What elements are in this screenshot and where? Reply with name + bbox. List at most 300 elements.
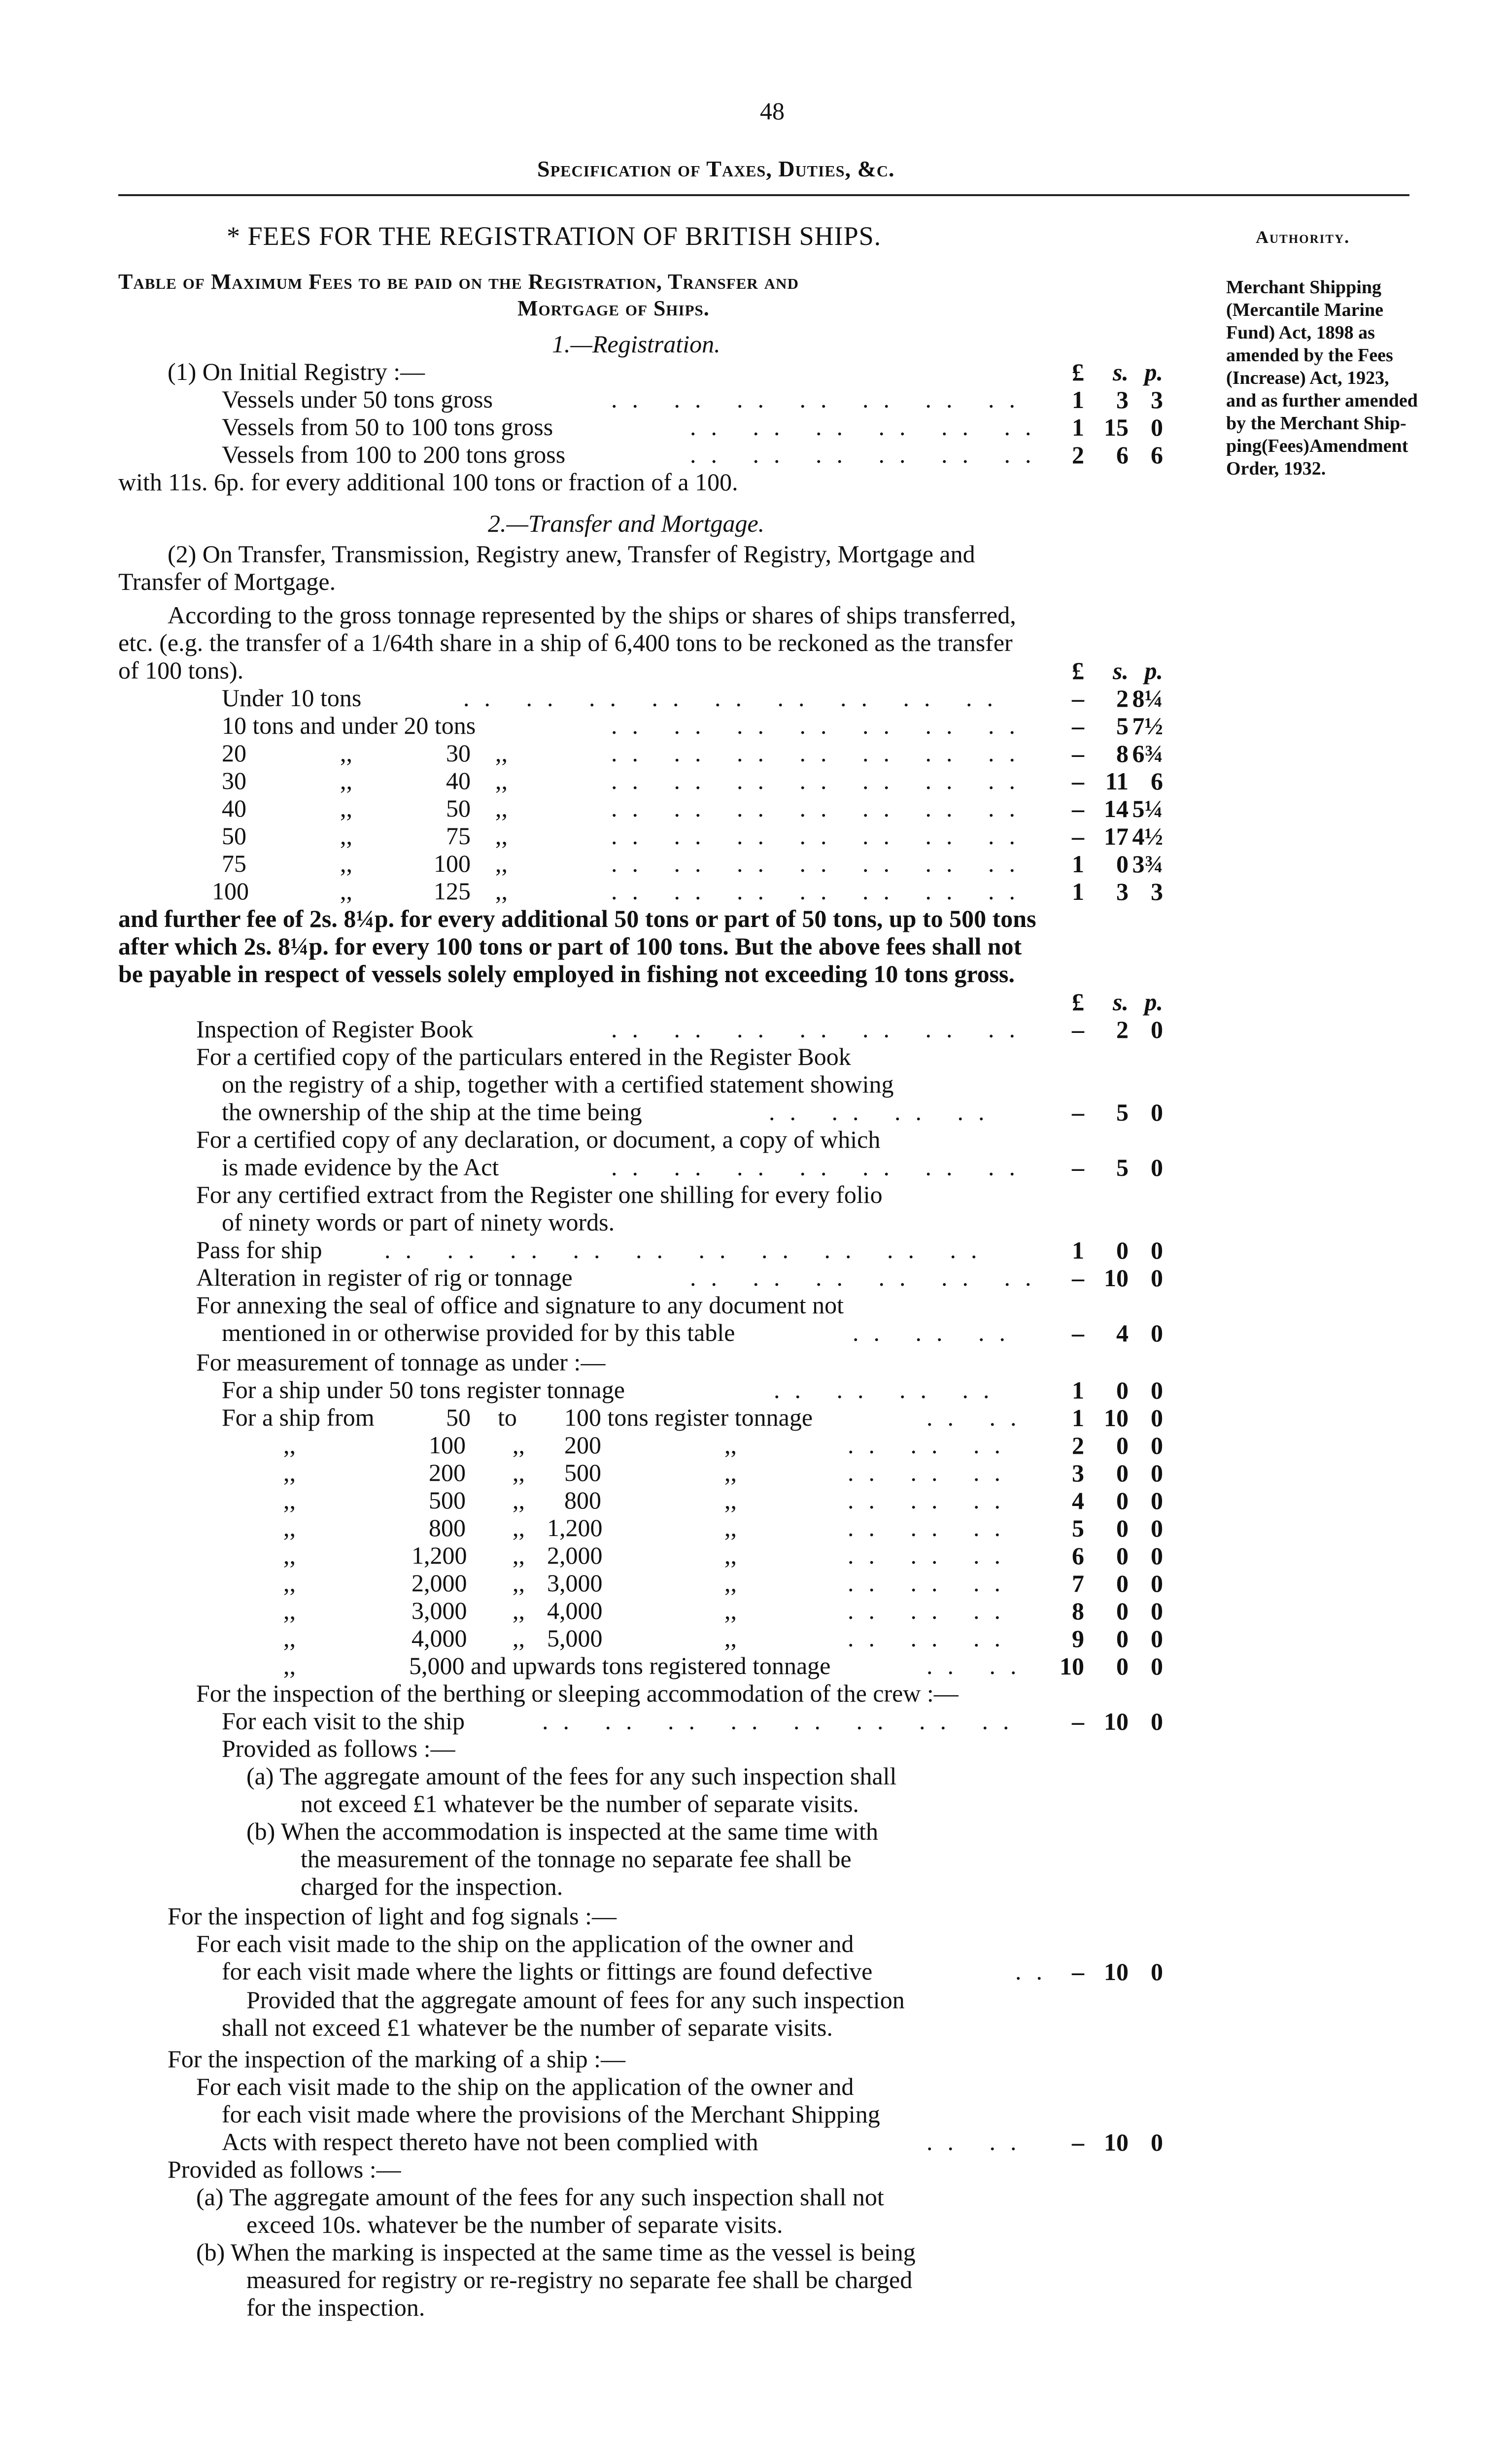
pass-label: Pass for ship [196,1236,322,1264]
ditto-mark: ,, [495,877,508,905]
pence: 0 [1151,1708,1163,1735]
leader-dots: .. .. .. .. .. .. [690,1264,1046,1291]
berthing-proviso-a: not exceed £1 whatever be the number of separate visits. [301,1790,859,1817]
leader-dots: .. .. .. .. [769,1098,999,1126]
fee-amount [1069,413,1163,441]
tonnage-from: 100 [429,1431,466,1459]
pence: 3¾ [1132,850,1163,878]
berthing-visit-label: For each visit to the ship [222,1707,465,1735]
leader-dots: .. .. .. [848,1514,1015,1541]
transfer-intro-cont: Transfer of Mortgage. [118,568,336,595]
pounds: – [1072,740,1084,767]
tonnage-to: 100 [434,850,471,877]
tonnage-from: 2,000 [411,1569,467,1597]
shillings: 0 [1116,1597,1129,1625]
tonnage-to: 100 tons register tonnage [564,1403,813,1431]
fee-row-label: Vessels from 100 to 200 tons gross [222,441,566,468]
inspection-register-label: Inspection of Register Book [196,1015,474,1043]
berthing-proviso-b: the measurement of the tonnage no separate fee shall be [301,1845,852,1873]
pounds: 7 [1072,1570,1084,1597]
pence: 0 [1151,1652,1163,1680]
pounds-head: £ [1072,657,1084,684]
shillings: 2 [1116,1016,1129,1043]
pence: 0 [1151,1597,1163,1625]
tonnage-to: 40 [446,767,471,794]
fee-row-label: Vessels from 50 to 100 tons gross [222,413,553,441]
pence: 0 [1151,1432,1163,1459]
pence: 3 [1151,386,1163,413]
shillings: 15 [1104,413,1129,441]
header-rule [118,194,1409,196]
ditto-mark: ,, [513,1431,525,1459]
leader-dots: .. .. .. .. .. .. [690,413,1046,441]
tonnage-from: 3,000 [411,1597,467,1624]
pounds: – [1072,822,1084,850]
pounds: – [1072,1958,1084,1985]
tonnage-to: 30 [446,739,471,767]
shillings: 0 [1116,1625,1129,1652]
pence: 0 [1151,1376,1163,1404]
further-fee: after which 2s. 8¼p. for every 100 tons or part of 100 tons. But the above fees shall not [118,932,1022,960]
measurement-under50: For a ship under 50 tons register tonnage [222,1376,625,1403]
berthing-provided: Provided as follows :— [222,1735,455,1762]
pounds: – [1072,1319,1084,1347]
seal-line: For annexing the seal of office and signature to any document not [196,1291,844,1319]
fee-amount [1069,1597,1163,1624]
tonnage-to: 2,000 [547,1541,603,1569]
shillings: 0 [1116,1236,1129,1264]
fee-amount [1069,1264,1163,1291]
leader-dots: .. .. .. [848,1431,1015,1459]
fee-amount [1069,712,1163,739]
fee-amount [1069,1403,1163,1431]
leader-dots: .. .. .. .. .. .. .. [611,822,1030,850]
ditto-mark: ,, [724,1624,737,1652]
shillings: 0 [1116,1432,1129,1459]
marking-line: Acts with respect thereto have not been complied with [222,2128,758,2156]
pounds: – [1072,1154,1084,1181]
tonnage-from: 40 [222,794,246,822]
fee-amount [1069,684,1163,712]
pence: 0 [1151,1264,1163,1292]
pence: 0 [1151,1154,1163,1181]
pence: 0 [1151,1514,1163,1542]
ditto-mark: ,, [283,1624,296,1652]
light-fog-proviso: Provided that the aggregate amount of fees for any such inspection [246,1986,905,2014]
tonnage-to: 50 [446,794,471,822]
pence: 0 [1151,1542,1163,1570]
ditto-mark: ,, [513,1624,525,1652]
fee-amount [1069,1514,1163,1541]
leader-dots: .. .. .. .. .. .. .. .. .. [463,684,1008,712]
pounds: – [1072,1264,1084,1292]
pounds: 10 [1060,1652,1084,1680]
pounds: 8 [1072,1597,1084,1625]
ditto-mark: ,, [340,767,352,794]
fee-amount [1069,1098,1163,1126]
certified-copy-line: on the registry of a ship, together with a certified statement showing [222,1070,894,1098]
authority-line: amended by the Fees [1226,345,1393,366]
leader-dots: .. .. .. .. [774,1376,1004,1403]
ditto-mark: ,, [495,767,508,794]
berthing-proviso-b: charged for the inspection. [301,1873,563,1900]
pounds: 1 [1072,1404,1084,1432]
tonnage-from: 50 [446,1403,471,1431]
tonnage-to: 500 [564,1459,601,1486]
tonnage-from: 4,000 [411,1624,467,1652]
tonnage-from: 100 [212,877,249,905]
pence: 0 [1151,1625,1163,1652]
ditto-mark: ,, [340,739,352,767]
tonnage-from: 75 [222,850,246,877]
tonnage-from: 200 [429,1459,466,1486]
tonnage-from: 800 [429,1514,466,1541]
leader-dots: .. .. .. .. .. .. .. [611,767,1030,794]
pence-head: p. [1144,358,1163,386]
lsd-header [1069,358,1163,385]
ditto-mark: ,, [283,1597,296,1624]
pounds: – [1072,767,1084,795]
ditto-mark: ,, [283,1514,296,1541]
pounds: 5 [1072,1514,1084,1542]
pence: 4½ [1132,822,1163,850]
fee-amount [1069,739,1163,767]
pence: 0 [1151,413,1163,441]
seal-line: mentioned in or otherwise provided for by this table [222,1319,735,1346]
fee-amount [1069,441,1163,468]
leader-dots: .. .. .. .. .. .. [690,441,1046,468]
leader-dots: .. .. .. [848,1569,1015,1597]
table-title: Table of Maximum Fees to be paid on the Registration, Transfer and [118,270,799,294]
shillings: 3 [1116,386,1129,413]
shillings: 11 [1105,767,1129,795]
tonnage-to: 125 [434,877,471,905]
leader-dots: .. .. .. .. .. .. .. [611,877,1030,905]
ditto-mark: ,, [513,1569,525,1597]
authority-line: (Mercantile Marine [1226,300,1383,320]
shillings: 0 [1116,1542,1129,1570]
further-fee: and further fee of 2s. 8¼p. for every additional 50 tons or part of 50 tons, up to 500 tons [118,905,1036,932]
berthing-heading: For the inspection of the berthing or sleeping accommodation of the crew :— [196,1679,959,1707]
pence: 0 [1151,1016,1163,1043]
measurement-from-label: For a ship from [222,1403,375,1431]
shillings: 6 [1116,441,1129,469]
authority-line: (Increase) Act, 1923, [1226,368,1389,388]
fee-amount [1069,794,1163,822]
fee-amount [1069,385,1163,413]
pounds: 1 [1072,850,1084,878]
pence: 0 [1151,1404,1163,1432]
pounds: 2 [1072,441,1084,469]
initial-registry-intro: (1) On Initial Registry :— [168,358,425,385]
shillings: 0 [1116,1487,1129,1514]
running-header: Specification of Taxes, Duties, &c. [537,156,895,181]
registration-heading: 1.—Registration. [552,330,720,358]
leader-dots: .. [1015,1957,1057,1985]
fee-amount [1069,1541,1163,1569]
shillings: 8 [1116,740,1129,767]
fee-amount [1069,1459,1163,1486]
pounds: 3 [1072,1459,1084,1487]
tonnage-to: 1,200 [547,1514,603,1541]
page-number: 48 [760,97,785,125]
leader-dots: .. .. .. .. .. .. .. [611,385,1030,413]
ditto-mark: ,, [495,739,508,767]
ditto-mark: ,, [513,1514,525,1541]
authority-line: by the Merchant Ship- [1226,413,1406,434]
pounds: 9 [1072,1625,1084,1652]
pence: 0 [1151,1958,1163,1985]
pence: 0 [1151,2128,1163,2156]
pounds: 1 [1072,1376,1084,1404]
authority-line: ping(Fees)Amendment [1226,436,1408,456]
marking-proviso-a: exceed 10s. whatever be the number of separate visits. [246,2211,783,2238]
leader-dots: .. .. .. [848,1459,1015,1486]
leader-dots: .. .. .. [848,1486,1015,1514]
fee-amount [1069,1624,1163,1652]
shillings: 2 [1116,684,1129,712]
ditto-mark: ,, [513,1459,525,1486]
berthing-proviso-a: (a) The aggregate amount of the fees for any such inspection shall [246,1762,897,1790]
fee-amount [1069,767,1163,794]
fee-amount [1069,1376,1163,1403]
authority-line: and as further amended [1226,390,1418,411]
pence: 0 [1151,1459,1163,1487]
leader-dots: .. .. .. [853,1319,1020,1346]
authority-line: Merchant Shipping [1226,277,1381,298]
fee-amount [1069,850,1163,877]
light-fog-proviso: shall not exceed £1 whatever be the number of separate visits. [222,2014,833,2041]
shillings: 0 [1116,850,1129,878]
registration-additional: with 11s. 6p. for every additional 100 tons or fraction of a 100. [118,468,738,496]
transfer-intro: (2) On Transfer, Transmission, Registry anew, Transfer of Registry, Mortgage and [168,540,975,568]
fee-amount [1069,2128,1163,2156]
shillings: 4 [1116,1319,1129,1347]
shillings-head: s. [1113,988,1129,1016]
pence: 0 [1151,1236,1163,1264]
pence: 0 [1151,1319,1163,1347]
tonnage-para: etc. (e.g. the transfer of a 1/64th share in a ship of 6,400 tons to be reckoned as the transfer [118,629,1013,656]
ditto-mark: ,, [724,1514,737,1541]
fee-amount [1069,877,1163,905]
berthing-proviso-b: (b) When the accommodation is inspected at the same time with [246,1817,879,1845]
fee-amount [1069,1015,1163,1043]
ditto-mark: ,, [724,1431,737,1459]
further-fee: be payable in respect of vessels solely employed in fishing not exceeding 10 tons gross. [118,960,1015,988]
tonnage-to: 3,000 [547,1569,603,1597]
extract-line: of ninety words or part of ninety words. [222,1208,615,1236]
pence: 3 [1151,878,1163,905]
measurement-heading: For measurement of tonnage as under :— [196,1348,606,1376]
tonnage-from: Under 10 tons [222,684,362,712]
ditto-mark: ,, [340,850,352,877]
leader-dots: .. .. .. .. .. .. .. [611,1153,1030,1181]
tonnage-para: According to the gross tonnage represented by the ships or shares of ships transferred, [168,601,1016,629]
authority-heading: Authority. [1256,227,1350,247]
authority-line: Fund) Act, 1898 as [1226,322,1375,343]
ditto-mark: ,, [513,1541,525,1569]
leader-dots: .. .. .. [848,1624,1015,1652]
section-title: * FEES FOR THE REGISTRATION OF BRITISH SHIPS. [227,221,882,251]
tonnage-from: 50 [222,822,246,850]
lsd-header [1069,988,1163,1015]
leader-dots: .. .. [926,2128,1031,2156]
light-fog-line: For each visit made to the ship on the application of the owner and [196,1930,854,1957]
ditto-mark: ,, [283,1431,296,1459]
marking-proviso-b: (b) When the marking is inspected at the same time as the vessel is being [196,2238,916,2266]
alteration-label: Alteration in register of rig or tonnage [196,1264,573,1291]
fee-amount [1069,1707,1163,1735]
shillings: 0 [1116,1376,1129,1404]
transfer-heading: 2.—Transfer and Mortgage. [488,510,765,537]
ditto-mark: ,, [495,794,508,822]
ditto-mark: ,, [340,794,352,822]
tonnage-to: 800 [564,1486,601,1514]
shillings: 5 [1116,1154,1129,1181]
fee-amount [1069,1319,1163,1346]
ditto-mark: ,, [724,1597,737,1624]
upwards-label: 5,000 and upwards tons registered tonnage [409,1652,831,1679]
certified-copy-line: For a certified copy of the particulars entered in the Register Book [196,1043,851,1070]
fee-row-label: Vessels under 50 tons gross [222,385,493,413]
ditto-mark: ,, [513,1486,525,1514]
extract-line: For any certified extract from the Register one shilling for every folio [196,1181,883,1208]
shillings: 10 [1104,2128,1129,2156]
pence: 7½ [1132,712,1163,740]
light-fog-line: for each visit made where the lights or fittings are found defective [222,1957,873,1985]
shillings: 0 [1116,1459,1129,1487]
shillings: 3 [1116,878,1129,905]
pence-head: p. [1144,988,1163,1016]
ditto-mark: ,, [340,877,352,905]
leader-dots: .. .. .. .. .. .. .. [611,850,1030,877]
fee-amount [1069,1957,1163,1985]
authority-line: Order, 1932. [1226,458,1326,479]
pounds: 1 [1072,386,1084,413]
ditto-mark: ,, [724,1569,737,1597]
pounds: – [1072,1016,1084,1043]
pence: 0 [1151,1098,1163,1126]
pounds: 1 [1072,413,1084,441]
shillings: 10 [1104,1708,1129,1735]
pounds-head: £ [1072,988,1084,1016]
marking-heading: For the inspection of the marking of a ship :— [168,2045,626,2073]
shillings-head: s. [1113,358,1129,386]
leader-dots: .. .. .. .. .. .. .. .. [542,1707,1024,1735]
pence: 6 [1151,441,1163,469]
ditto-mark: ,, [283,1459,296,1486]
pence-head: p. [1144,657,1163,684]
shillings: 5 [1116,1098,1129,1126]
marking-provided: Provided as follows :— [168,2156,401,2183]
shillings: 10 [1104,1958,1129,1985]
ditto-mark: ,, [495,822,508,850]
table-title-cont: Mortgage of Ships. [517,296,710,320]
fee-amount [1069,1431,1163,1459]
shillings: 0 [1116,1652,1129,1680]
marking-proviso-b: measured for registry or re-registry no separate fee shall be charged [246,2266,913,2293]
shillings: 0 [1116,1570,1129,1597]
leader-dots: .. .. .. [848,1541,1015,1569]
ditto-mark: ,, [724,1459,737,1486]
shillings: 0 [1116,1514,1129,1542]
leader-dots: .. .. .. .. .. .. .. [611,794,1030,822]
ditto-mark: ,, [283,1486,296,1514]
marking-line: for each visit made where the provisions of the Merchant Shipping [222,2100,880,2128]
tonnage-to: 5,000 [547,1624,603,1652]
ditto-mark: ,, [495,850,508,877]
pounds: – [1072,2128,1084,2156]
ditto-mark: ,, [513,1597,525,1624]
pence: 0 [1151,1570,1163,1597]
pounds: – [1072,712,1084,740]
tonnage-from: 30 [222,767,246,794]
ditto-mark: ,, [724,1541,737,1569]
light-fog-heading: For the inspection of light and fog signals :— [168,1902,617,1930]
shillings-head: s. [1113,657,1129,684]
ditto-mark: ,, [340,822,352,850]
marking-proviso-a: (a) The aggregate amount of the fees for any such inspection shall not [196,2183,884,2211]
certified-copy-line: the ownership of the ship at the time being [222,1098,642,1126]
leader-dots: .. .. .. .. .. .. .. [611,1015,1030,1043]
shillings: 14 [1104,795,1129,822]
ditto-mark: ,, [283,1541,296,1569]
fee-amount [1069,822,1163,850]
pounds: – [1072,1098,1084,1126]
tonnage-from: 10 tons and under 20 tons [222,712,476,739]
shillings: 5 [1116,712,1129,740]
leader-dots: .. .. [926,1403,1031,1431]
pounds: 6 [1072,1542,1084,1570]
leader-dots: .. .. .. .. .. .. .. [611,739,1030,767]
fee-amount [1069,1569,1163,1597]
lsd-header [1069,656,1163,684]
pounds: 1 [1072,1236,1084,1264]
fee-amount [1069,1236,1163,1264]
pence: 8¼ [1132,684,1163,712]
marking-line: For each visit made to the ship on the application of the owner and [196,2073,854,2100]
to-word: to [498,1403,517,1431]
tonnage-to: 4,000 [547,1597,603,1624]
ditto-mark: ,, [283,1652,296,1679]
pounds: – [1072,1708,1084,1735]
shillings: 17 [1104,822,1129,850]
leader-dots: .. .. .. [848,1597,1015,1624]
pounds: – [1072,684,1084,712]
ditto-mark: ,, [724,1486,737,1514]
tonnage-from: 500 [429,1486,466,1514]
leader-dots: .. .. .. .. .. .. .. [611,712,1030,739]
pence: 5¼ [1132,795,1163,822]
pounds: 1 [1072,878,1084,905]
marking-proviso-b: for the inspection. [246,2293,425,2321]
authority-note [1226,276,1418,480]
pounds-head: £ [1072,358,1084,386]
leader-dots: .. .. .. .. .. .. .. .. .. .. [384,1236,992,1264]
declaration-copy-line: For a certified copy of any declaration, or document, a copy of which [196,1126,881,1153]
pence: 6¾ [1132,740,1163,767]
tonnage-to: 75 [446,822,471,850]
tonnage-from: 1,200 [411,1541,467,1569]
pence: 0 [1151,1487,1163,1514]
fee-amount [1069,1486,1163,1514]
ditto-mark: ,, [283,1569,296,1597]
shillings: 10 [1104,1264,1129,1292]
pounds: 4 [1072,1487,1084,1514]
tonnage-para: of 100 tons). [118,656,244,684]
fee-amount [1069,1153,1163,1181]
shillings: 10 [1104,1404,1129,1432]
